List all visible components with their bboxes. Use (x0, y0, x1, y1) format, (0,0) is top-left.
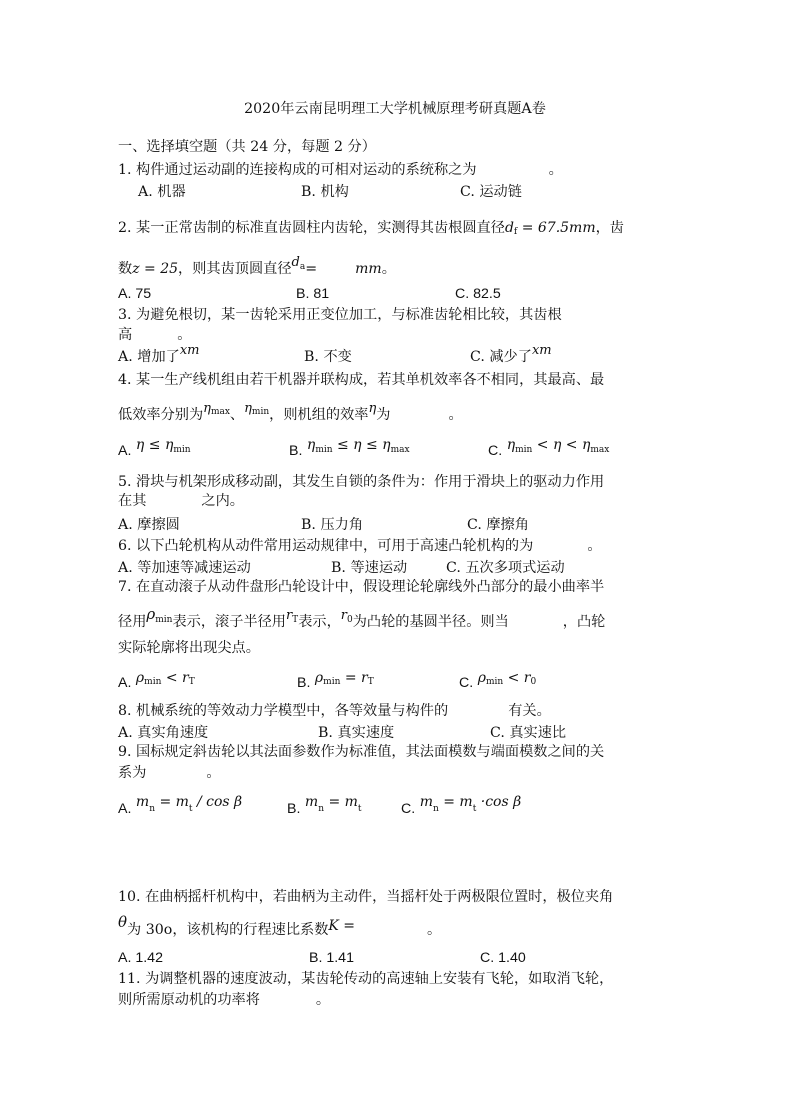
question-2-option-a: A. 75 (118, 286, 152, 302)
question-6-option-b: B. 等速运动 (331, 560, 408, 576)
min-subscript: min (485, 677, 504, 687)
n-subscript: n (318, 804, 324, 814)
question-7-line-3: 实际轮廓将出现尖点。 (118, 640, 260, 656)
m-symbol: m (135, 794, 150, 810)
option-label: B. (289, 443, 303, 459)
formula: < η < η (532, 437, 591, 453)
question-4-text-2b: ，则机组的效率 (269, 407, 369, 423)
min-subscript: min (515, 445, 533, 455)
question-9-line-1: 9. 国标规定斜齿轮以其法面参数作为标准值，其法面模数与端面模数之间的关 (118, 744, 605, 760)
document-title: 2020年云南昆明理工大学机械原理考研真题A卷 (244, 101, 546, 117)
option-label: B. (287, 801, 301, 817)
t-subscript: t (472, 804, 477, 814)
option-c-text: C. 减少了 (470, 349, 532, 365)
separator: 、 (229, 407, 245, 423)
min-subscript: min (144, 677, 162, 687)
question-4-text-2c: 为 (376, 407, 391, 423)
min-subscript: min (155, 615, 173, 625)
option-label: A. (118, 675, 132, 691)
min-subscript: min (315, 445, 333, 455)
question-7-text-2b: 表示，滚子半径用 (172, 614, 286, 630)
m-symbol: m (419, 794, 433, 810)
formula: = r (340, 670, 368, 686)
question-2-text: 2. 某一正常齿制的标准直齿圆柱内齿轮，实测得其齿根圆直径 (118, 220, 505, 236)
zero-subscript: 0 (530, 677, 537, 687)
question-7-line-2 (118, 605, 606, 632)
option-label: C. (488, 443, 503, 459)
question-6-text: 6. 以下凸轮机构从动件常用运动规律中，可用于高速凸轮机构的为 (118, 538, 534, 554)
t-subscript: T (188, 677, 195, 687)
question-10-option-a: A. 1.42 (118, 950, 163, 966)
question-8-stem (118, 702, 551, 721)
max-subscript: max (390, 445, 410, 455)
zero-subscript: 0 (346, 615, 353, 625)
df-subscript: f (513, 227, 518, 237)
min-subscript: min (173, 445, 191, 455)
question-1-option-b: B. 机构 (301, 184, 349, 200)
formula: ≤ η ≤ η (332, 437, 391, 453)
question-6-stem (118, 537, 602, 556)
t-subscript: t (188, 804, 193, 814)
option-label: C. (401, 801, 416, 817)
xm-symbol: xm (179, 343, 200, 358)
question-3-end: 。 (177, 327, 192, 343)
question-9-end: 。 (206, 765, 221, 781)
question-1-stem (118, 161, 563, 180)
t-subscript: T (367, 677, 374, 687)
n-subscript: n (149, 804, 155, 814)
question-1-option-c: C. 运动链 (460, 184, 522, 200)
df-value: = 67.5mm (517, 220, 596, 236)
question-2-line-2 (118, 255, 396, 279)
question-7-text-2d: 为凸轮的基圆半径。则当 (352, 614, 509, 630)
question-9-option-b (287, 794, 362, 817)
eta-symbol: η (368, 401, 377, 416)
rho-symbol: ρ (314, 670, 324, 686)
question-5-option-b: B. 压力角 (301, 517, 364, 533)
question-2-text-2b: ，则其齿顶圆直径 (178, 261, 292, 277)
formula: η ≤ η (135, 437, 174, 453)
df-symbol: d (504, 220, 514, 236)
question-10-option-b: B. 1.41 (309, 950, 354, 966)
question-8-option-c: C. 真实速比 (490, 725, 567, 741)
question-9-option-c (401, 794, 522, 817)
question-3-option-b: B. 不变 (304, 349, 352, 365)
formula: = m (324, 794, 358, 810)
max-subscript: max (210, 407, 230, 417)
theta-symbol: θ (118, 913, 128, 931)
formula: = m (438, 794, 473, 810)
t-subscript: T (292, 615, 299, 625)
option-a-text: A. 增加了 (118, 349, 180, 365)
rho-symbol: ρ (146, 605, 156, 623)
unit-mm: mm (355, 261, 382, 277)
question-6-option-a: A. 等加速等减速运动 (118, 560, 251, 576)
question-3-option-c (470, 343, 552, 366)
question-4-line-2 (118, 403, 463, 425)
option-label: C. (459, 675, 474, 691)
rho-symbol: ρ (477, 670, 486, 686)
question-3-line-1: 3. 为避免根切，某一齿轮采用正变位加工，与标准齿轮相比较，其齿根 (118, 307, 562, 323)
r0-symbol: r (340, 608, 347, 623)
m-symbol: m (304, 794, 319, 810)
question-7-text-2a: 径用 (118, 614, 147, 630)
k-symbol: K = (328, 918, 356, 934)
question-1-text: 1. 构件通过运动副的连接构成的可相对运动的系统称之为 (118, 162, 477, 178)
question-11-line-1: 11. 为调整机器的速度波动，某齿轮传动的高速轴上安装有飞轮，如取消飞轮， (118, 971, 614, 987)
section-heading: 一、选择填空题（共 24 分，每题 2 分） (118, 139, 376, 155)
formula: η (506, 437, 516, 453)
question-5-line-1: 5. 滑块与机架形成移动副，其发生自锁的条件为：作用于滑块上的驱动力作用 (118, 474, 605, 490)
question-8-text: 8. 机械系统的等效动力学模型中，各等效量与构件的 (118, 703, 449, 719)
da-symbol: d (291, 255, 300, 270)
question-2-text-2a: 数 (118, 261, 133, 277)
eta-symbol: η (203, 401, 211, 416)
min-subscript: min (323, 677, 341, 687)
question-1-option-a: A. 机器 (138, 184, 186, 200)
xm-symbol: xm (531, 343, 552, 358)
question-6-option-c: C. 五次多项式运动 (446, 560, 565, 576)
rho-symbol: ρ (135, 670, 145, 686)
question-9-text-2: 系为 (118, 765, 147, 781)
question-10-end: 。 (427, 922, 442, 938)
equals: = (305, 261, 318, 277)
question-9-line-2 (118, 764, 221, 783)
formula: η (306, 437, 316, 453)
question-11-text-2: 则所需原动机的功率将 (118, 992, 260, 1008)
question-5-text-2b: 之内。 (201, 493, 244, 509)
question-7-text-2c: 表示， (298, 614, 341, 630)
da-subscript: a (299, 262, 306, 272)
eta-symbol: η (244, 401, 252, 416)
t-subscript: t (357, 804, 362, 814)
question-8-option-a: A. 真实角速度 (118, 725, 209, 741)
question-6-end: 。 (587, 538, 602, 554)
question-11-end: 。 (315, 992, 331, 1008)
question-4-option-b (289, 437, 410, 459)
question-8-end: 有关。 (508, 703, 551, 719)
question-7-option-c (459, 670, 537, 691)
question-10-line-1: 10. 在曲柄摇杆机构中，若曲柄为主动件，当摇杆处于两极限位置时，极位夹角 (118, 889, 614, 905)
formula: = m (155, 794, 189, 810)
question-5-text-2a: 在其 (118, 493, 147, 509)
question-2-option-b: B. 81 (296, 286, 330, 302)
question-9-option-a (118, 794, 243, 817)
question-7-option-b (297, 670, 374, 691)
z-value: z = 25 (132, 261, 179, 277)
question-4-end: 。 (448, 407, 463, 423)
question-8-option-b: B. 真实速度 (318, 725, 395, 741)
n-subscript: n (432, 804, 439, 814)
question-10-text-2a: 为 30o，该机构的行程速比系数 (127, 922, 329, 938)
formula: < r (161, 670, 189, 686)
option-label: A. (118, 801, 132, 817)
question-2-end: 。 (381, 261, 396, 277)
question-5-option-c: C. 摩擦角 (467, 517, 529, 533)
question-7-text-2e: ，凸轮 (562, 614, 606, 630)
min-subscript: min (251, 407, 270, 417)
max-subscript: max (590, 445, 610, 455)
option-label: B. (297, 675, 311, 691)
question-10-option-c: C. 1.40 (480, 950, 526, 966)
question-1-end: 。 (548, 162, 563, 178)
question-2-option-c: C. 82.5 (455, 286, 501, 302)
question-4-option-a (118, 437, 191, 459)
question-2-comma: ，齿 (595, 220, 624, 236)
question-4-option-c (488, 437, 610, 459)
formula: / cos β (192, 794, 243, 810)
question-7-option-a (118, 670, 195, 691)
question-3-option-a (118, 343, 200, 366)
question-11-line-2 (118, 991, 330, 1010)
question-3-text-2: 高 (118, 327, 133, 343)
r-symbol: r (285, 608, 293, 623)
formula: ·cos β (476, 794, 522, 810)
option-label: A. (118, 443, 132, 459)
question-4-text-2a: 低效率分别为 (118, 407, 204, 423)
question-5-option-a: A. 摩擦圆 (118, 517, 180, 533)
question-2-stem (118, 219, 624, 242)
question-5-line-2 (118, 492, 244, 511)
question-10-line-2 (118, 913, 442, 940)
formula: < r (503, 670, 531, 686)
question-7-line-1: 7. 在直动滚子从动件盘形凸轮设计中，假设理论轮廓线外凸部分的最小曲率半 (118, 579, 605, 595)
question-4-line-1: 4. 某一生产线机组由若干机器并联构成，若其单机效率各不相同，其最高、最 (118, 372, 605, 388)
